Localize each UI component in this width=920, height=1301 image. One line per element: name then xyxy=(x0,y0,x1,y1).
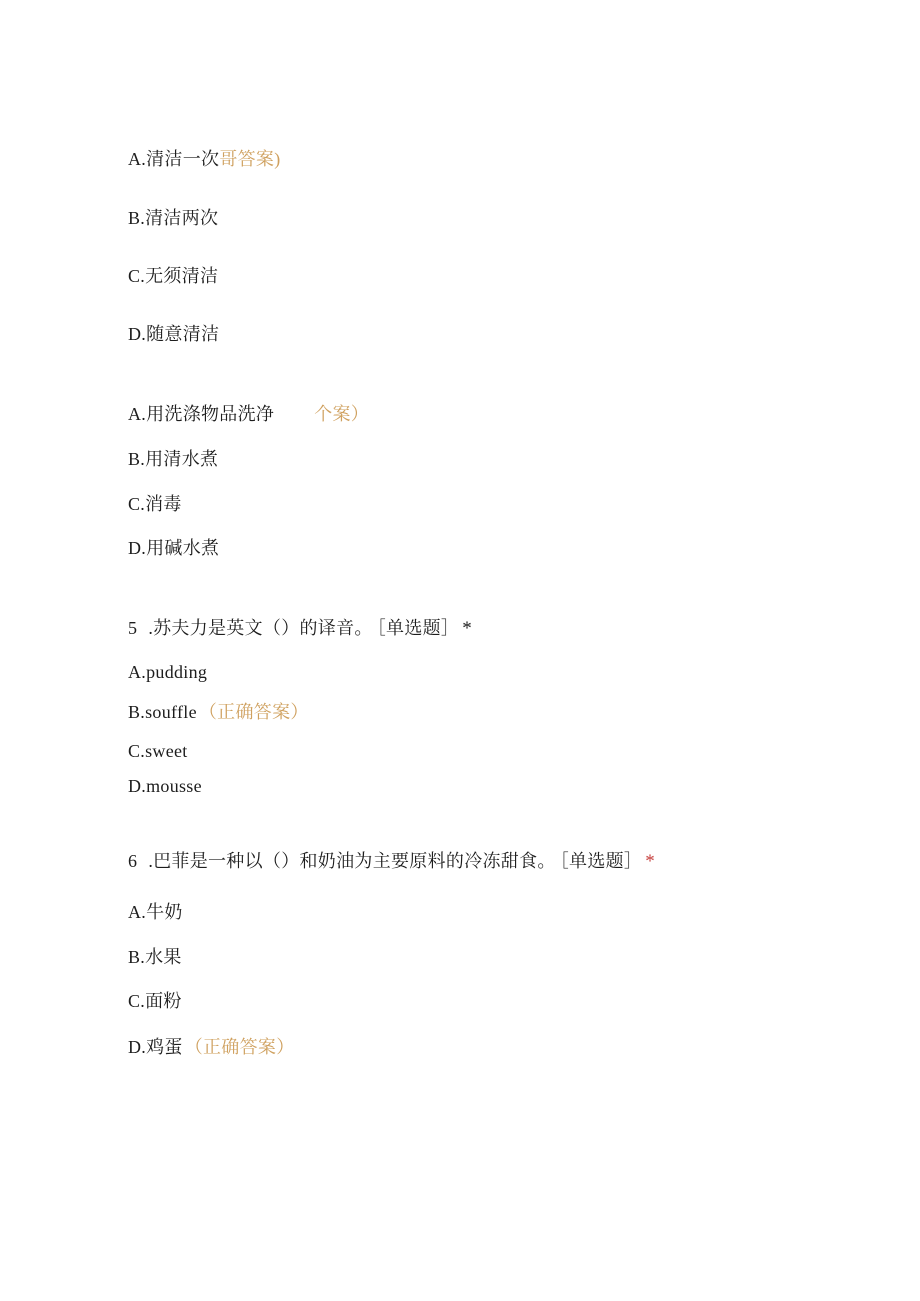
option-line xyxy=(128,991,182,1012)
option-text: A.用洗涤物品洗净 xyxy=(128,404,275,424)
option-text: A.清洁一次 xyxy=(128,149,220,169)
option-line xyxy=(128,776,202,797)
question-number: 6 xyxy=(128,851,138,871)
question-type-tag: ［单选题］ xyxy=(559,851,643,871)
option-text: D.用碱水煮 xyxy=(128,538,220,558)
option-text: C.无须清洁 xyxy=(128,266,219,286)
option-text: B.souffle xyxy=(128,702,197,722)
question-text: .苏夫力是英文（）的译音。 xyxy=(148,618,373,638)
option-line xyxy=(128,449,218,470)
option-text: A.牛奶 xyxy=(128,902,183,922)
option-text: C.sweet xyxy=(128,741,188,761)
option-text: B.用清水煮 xyxy=(128,449,219,469)
required-star: * xyxy=(462,618,473,639)
option-line xyxy=(128,902,183,923)
option-text: A.pudding xyxy=(128,662,208,682)
question-header xyxy=(128,851,655,872)
option-line xyxy=(128,266,218,287)
option-text: D.鸡蛋 xyxy=(128,1037,183,1057)
option-line xyxy=(128,149,281,170)
option-text: D.随意清洁 xyxy=(128,324,220,344)
option-line xyxy=(128,538,219,559)
answer-annotation: （正确答案） xyxy=(198,702,309,722)
option-line xyxy=(128,702,309,723)
option-line xyxy=(128,741,188,762)
question-number: 5 xyxy=(128,618,138,638)
answer-annotation: （正确答案） xyxy=(184,1037,295,1057)
required-star: * xyxy=(645,851,656,872)
option-line xyxy=(128,404,369,425)
question-text: .巴菲是一种以（）和奶油为主要原料的冷冻甜食。 xyxy=(148,851,556,871)
option-line xyxy=(128,324,219,345)
answer-annotation: 哥答案) xyxy=(219,149,281,169)
option-line xyxy=(128,947,182,968)
option-text: C.消毒 xyxy=(128,494,182,514)
option-line xyxy=(128,494,182,515)
option-line xyxy=(128,662,207,683)
answer-annotation: 个案） xyxy=(314,404,370,424)
option-text: B.清洁两次 xyxy=(128,208,219,228)
option-text: B.水果 xyxy=(128,947,182,967)
option-text: D.mousse xyxy=(128,776,202,796)
question-type-tag: ［单选题］ xyxy=(376,618,460,638)
question-header xyxy=(128,618,472,639)
option-line xyxy=(128,1037,295,1058)
option-line xyxy=(128,208,218,229)
option-text: C.面粉 xyxy=(128,991,182,1011)
